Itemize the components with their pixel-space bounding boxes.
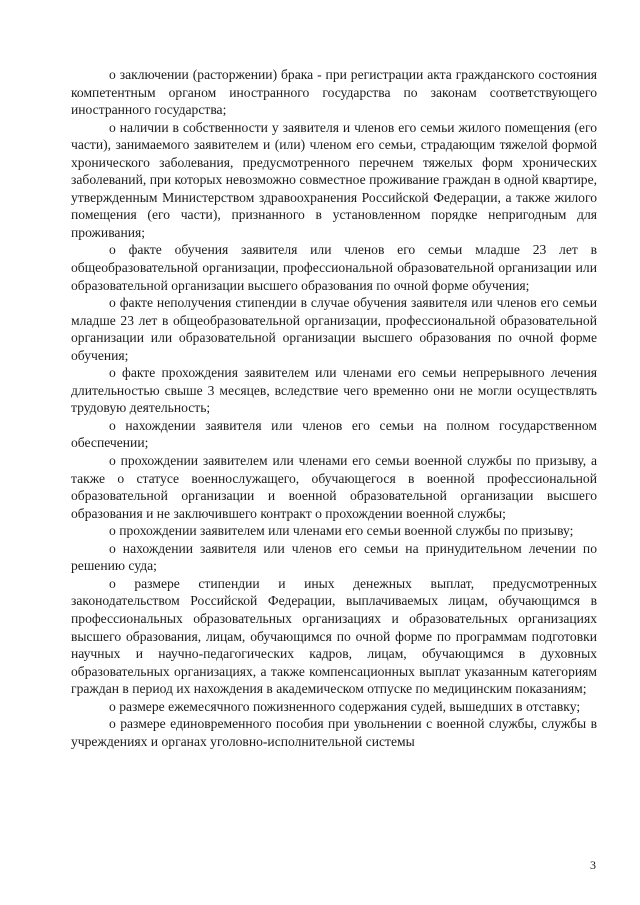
paragraph-military-service-status: о прохождении заявителем или членами его семьи военной службы по призыву, а также о статусе военнослужащего, обучающегося в военной профессиональной образовательной организации и военной образовательной организации высшего образования и не заключившего контракт о прохождении военной службы; [71,453,597,521]
paragraph-compulsory-treatment: о нахождении заявителя или членов его семьи на принудительном лечении по решению суда; [71,540,597,574]
paragraph-marriage-dissolution: о заключении (расторжении) брака - при регистрации акта гражданского состояния компетентным органом иностранного государства по законам соответствующего иностранного государства; [71,67,597,118]
paragraph-discharge-benefit: о размере единовременного пособия при увольнении с военной службы, службы в учреждениях и органах уголовно-исполнительной системы [71,716,597,749]
paragraph-stipend-amount: о размере стипендии и иных денежных выплат, предусмотренных законодательством Российской Федерации, выплачиваемых лицам, обучающимся в профессиональных образовательных организациях и образовательных организациях высшего образования, лицам, обучающимся по очной форме по программам подготовки научных и научно-педагогических кадров, лицам, обучающимся в духовных образовательных организациях, а также компенсационных выплат указанным категориям граждан в период их нахождения в академическом отпуске по медицинским показаниям; [71,575,597,697]
paragraph-housing-ownership: о наличии в собственности у заявителя и членов его семьи жилого помещения (его части), занимаемого заявителем и (или) членом его семьи, страдающим тяжелой формой хронического заболевания, предусмотренного перечнем тяжелых форм хронических заболеваний, при которых невозможно совместное проживание граждан в одной квартире, утвержденным Министерством здравоохранения Российской Федерации, а также жилого помещения (его части), признанного в установленном порядке непригодным для проживания; [71,119,597,240]
paragraph-long-treatment: о факте прохождения заявителем или членами его семьи непрерывного лечения длительностью свыше 3 месяцев, вследствие чего временно они не могли осуществлять трудовую деятельность; [71,365,597,416]
document-body [71,66,597,750]
page-number: 3 [590,858,596,872]
paragraph-education-fact: о факте обучения заявителя или членов его семьи младше 23 лет в общеобразовательной организации, профессиональной образовательной организации или образовательной организации высшего образования по очной форме обучения; [71,242,597,293]
paragraph-judge-allowance: о размере ежемесячного пожизненного содержания судей, вышедших в отставку; [109,698,581,714]
paragraph-state-support: о нахождении заявителя или членов его семьи на полном государственном обеспечении; [71,417,597,451]
paragraph-military-service: о прохождении заявителем или членами его семьи военной службы по призыву; [109,523,574,539]
paragraph-no-stipend: о факте неполучения стипендии в случае обучения заявителя или членов его семьи младше 23 лет в общеобразовательной организации, профессиональной образовательной организации или образовательной организации высшего образования по очной форме обучения; [71,295,597,363]
